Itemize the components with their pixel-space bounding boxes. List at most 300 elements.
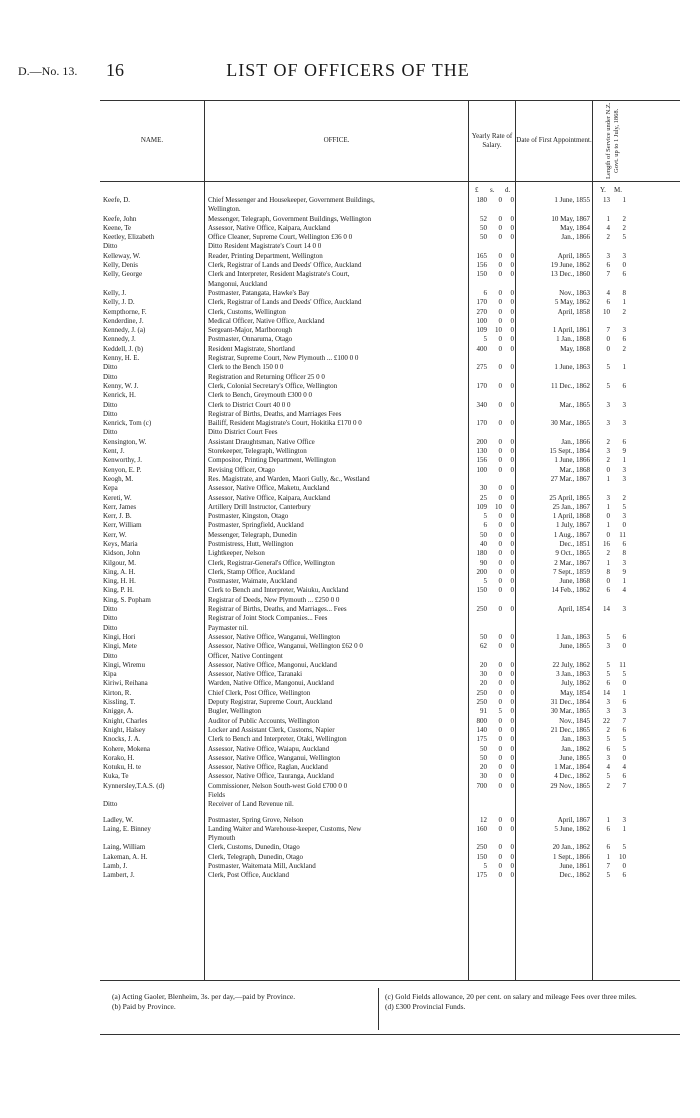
salary-pence: 0 bbox=[510, 223, 514, 232]
table-row bbox=[100, 689, 680, 698]
table-row bbox=[100, 698, 680, 707]
salary-pounds: 50 bbox=[480, 632, 487, 641]
salary-pence: 0 bbox=[510, 400, 514, 409]
appointment-date: Jan., 1866 bbox=[561, 233, 590, 242]
officer-name: Knight, Charles bbox=[103, 716, 148, 725]
officer-name: Kerr, J. B. bbox=[103, 512, 132, 521]
service-months: 11 bbox=[619, 530, 626, 539]
table-row bbox=[100, 834, 680, 843]
table-row bbox=[100, 531, 680, 540]
office-text: Locker and Assistant Clerk, Customs, Napier bbox=[208, 725, 335, 734]
salary-shillings: 0 bbox=[498, 871, 502, 880]
footnote-b: (b) Paid by Province. bbox=[112, 1002, 176, 1011]
office-text: Warden, Native Office, Mangonui, Auckland bbox=[208, 679, 334, 688]
office-text: Landing Waiter and Warehouse-keeper, Customs, New bbox=[208, 824, 362, 833]
salary-pounds: 5 bbox=[483, 335, 487, 344]
salary-pence: 0 bbox=[510, 363, 514, 372]
service-months: 5 bbox=[622, 233, 626, 242]
service-years: 2 bbox=[606, 725, 610, 734]
service-months: 0 bbox=[622, 642, 626, 651]
officer-name: Knight, Halsey bbox=[103, 725, 146, 734]
service-years: 0 bbox=[606, 512, 610, 521]
salary-pence: 0 bbox=[510, 214, 514, 223]
salary-pence: 0 bbox=[510, 549, 514, 558]
salary-pounds: 180 bbox=[476, 196, 487, 204]
office-text: Bugler, Wellington bbox=[208, 707, 262, 716]
table-row bbox=[100, 745, 680, 754]
table-row bbox=[100, 726, 680, 735]
service-months: 2 bbox=[622, 344, 626, 353]
appointment-date: 1 April, 1868 bbox=[552, 512, 590, 521]
service-years: 4 bbox=[606, 288, 610, 297]
service-months: 3 bbox=[622, 605, 626, 614]
salary-pence: 0 bbox=[510, 558, 514, 567]
service-months: 4 bbox=[622, 763, 626, 772]
salary-pounds: 90 bbox=[480, 558, 487, 567]
office-text: Commissioner, Nelson South-west Gold £700 0 0 bbox=[208, 781, 348, 790]
table-row bbox=[100, 503, 680, 512]
salary-pence: 0 bbox=[510, 502, 514, 511]
salary-shillings: 0 bbox=[498, 316, 502, 325]
service-months: 0 bbox=[622, 261, 626, 270]
office-text: Assessor, Native Office, Wanganui, Wellington bbox=[208, 753, 341, 762]
service-months: 6 bbox=[622, 871, 626, 880]
service-months: 3 bbox=[622, 474, 626, 483]
service-years: 14 bbox=[603, 605, 610, 614]
service-months: 1 bbox=[622, 196, 626, 204]
salary-pounds: 150 bbox=[476, 270, 487, 279]
officer-name: Kelly, J. bbox=[103, 288, 127, 297]
office-text: Compositor, Printing Department, Wellington bbox=[208, 456, 336, 465]
service-years: 3 bbox=[606, 707, 610, 716]
salary-shillings: 0 bbox=[498, 512, 502, 521]
salary-shillings: 0 bbox=[498, 251, 502, 260]
service-years: 2 bbox=[606, 456, 610, 465]
salary-pounds: 30 bbox=[480, 670, 487, 679]
officer-name: Lamb, J. bbox=[103, 862, 128, 871]
table-row bbox=[100, 252, 680, 261]
table-row bbox=[100, 317, 680, 326]
salary-pence: 0 bbox=[510, 447, 514, 456]
officer-name: Kenderdine, J. bbox=[103, 316, 144, 325]
footnotes-left bbox=[112, 992, 362, 1012]
table-row bbox=[100, 475, 680, 484]
salary-shillings: 0 bbox=[498, 862, 502, 871]
service-months: 1 bbox=[622, 456, 626, 465]
salary-shillings: 0 bbox=[498, 437, 502, 446]
officer-name: Ditto bbox=[103, 605, 118, 614]
service-years: 1 bbox=[606, 558, 610, 567]
salary-shillings: 0 bbox=[498, 558, 502, 567]
officer-name: Kidson, John bbox=[103, 549, 140, 558]
salary-pence: 0 bbox=[510, 605, 514, 614]
officer-name: Kynnersley,T.A.S. (d) bbox=[103, 781, 165, 790]
salary-pence: 0 bbox=[510, 344, 514, 353]
appointment-date: 14 Feb., 1862 bbox=[551, 586, 590, 595]
officer-name: Ditto bbox=[103, 651, 118, 660]
salary-pence: 0 bbox=[510, 316, 514, 325]
office-text: Postmaster, Kingston, Otago bbox=[208, 512, 289, 521]
officer-name: Lakeman, A. H. bbox=[103, 852, 148, 861]
table-row bbox=[100, 456, 680, 465]
officer-name: Kempthorne, F. bbox=[103, 307, 147, 316]
office-text: Revising Officer, Otago bbox=[208, 465, 276, 474]
appointment-date: April, 1854 bbox=[557, 605, 590, 614]
salary-shillings: 0 bbox=[498, 642, 502, 651]
service-years: 5 bbox=[606, 772, 610, 781]
shillings-unit: s. bbox=[490, 186, 495, 194]
table-row bbox=[100, 754, 680, 763]
table-row bbox=[100, 614, 680, 623]
table-row bbox=[100, 335, 680, 344]
salary-shillings: 0 bbox=[498, 363, 502, 372]
office-text: Reader, Printing Department, Wellington bbox=[208, 251, 323, 260]
salary-shillings: 0 bbox=[498, 521, 502, 530]
office-text: Assessor, Native Office, Wanganui, Wellington £62 0 0 bbox=[208, 642, 363, 651]
salary-pence: 0 bbox=[510, 261, 514, 270]
table-row bbox=[100, 586, 680, 595]
service-months: 6 bbox=[622, 539, 626, 548]
salary-pounds: 20 bbox=[480, 679, 487, 688]
service-months: 3 bbox=[622, 400, 626, 409]
salary-shillings: 0 bbox=[498, 335, 502, 344]
salary-shillings: 0 bbox=[498, 493, 502, 502]
table-row bbox=[100, 242, 680, 251]
officer-name: Kent, J. bbox=[103, 447, 125, 456]
salary-pounds: 12 bbox=[480, 815, 487, 824]
office-text: Clerk to Bench, Greymouth £300 0 0 bbox=[208, 391, 313, 400]
salary-pence: 0 bbox=[510, 772, 514, 781]
service-months: 1 bbox=[622, 688, 626, 697]
appointment-date: 1 Jan., 1868 bbox=[556, 335, 590, 344]
salary-pence: 0 bbox=[510, 815, 514, 824]
name-column-header: NAME. bbox=[100, 101, 205, 181]
salary-pounds: 250 bbox=[476, 698, 487, 707]
office-text: Clerk, Registrar-General's Office, Wellington bbox=[208, 558, 335, 567]
salary-shillings: 0 bbox=[498, 214, 502, 223]
office-text: Chief Messenger and Housekeeper, Government Buildings, bbox=[208, 196, 375, 204]
officer-name: Kerr, James bbox=[103, 502, 137, 511]
officer-name: Kingi, Wiremu bbox=[103, 660, 145, 669]
service-years: 0 bbox=[606, 465, 610, 474]
table-row bbox=[100, 289, 680, 298]
office-text: Registration and Returning Officer 25 0 0 bbox=[208, 372, 325, 381]
service-years: 6 bbox=[606, 744, 610, 753]
salary-pounds: 150 bbox=[476, 586, 487, 595]
salary-pounds: 109 bbox=[476, 326, 487, 335]
office-text: Storekeeper, Telegraph, Wellington bbox=[208, 447, 307, 456]
salary-shillings: 0 bbox=[498, 465, 502, 474]
appointment-date: April, 1858 bbox=[557, 307, 590, 316]
officer-name: Kingi, Hori bbox=[103, 632, 136, 641]
salary-pounds: 100 bbox=[476, 316, 487, 325]
appointment-date: May, 1868 bbox=[560, 344, 590, 353]
salary-shillings: 0 bbox=[498, 484, 502, 493]
salary-pence: 0 bbox=[510, 233, 514, 242]
salary-shillings: 0 bbox=[498, 843, 502, 852]
table-row bbox=[100, 345, 680, 354]
office-text: Assessor, Native Office, Waiapu, Auckland bbox=[208, 744, 330, 753]
office-text: Clerk, Registrar of Lands and Deeds' Office, Auckland bbox=[208, 261, 362, 270]
table-row bbox=[100, 652, 680, 661]
salary-pounds: 170 bbox=[476, 419, 487, 428]
table-row bbox=[100, 763, 680, 772]
salary-pounds: 50 bbox=[480, 753, 487, 762]
service-years: 3 bbox=[606, 400, 610, 409]
officer-name: Kohere, Mokena bbox=[103, 744, 151, 753]
table-row bbox=[100, 577, 680, 586]
service-months: 3 bbox=[622, 707, 626, 716]
service-months: 8 bbox=[622, 549, 626, 558]
office-text: Assessor, Native Office, Raglan, Auckland bbox=[208, 763, 328, 772]
officer-name: Korako, H. bbox=[103, 753, 135, 762]
officer-name: Knigge, A. bbox=[103, 707, 134, 716]
officer-name: Kenrick, Tom (c) bbox=[103, 419, 152, 428]
salary-pence: 0 bbox=[510, 419, 514, 428]
officer-name: Ladley, W. bbox=[103, 815, 134, 824]
officer-name: Kenyon, E. P. bbox=[103, 465, 142, 474]
appointment-date: 30 Mar., 1865 bbox=[550, 419, 590, 428]
appointment-date: 1 Jan., 1863 bbox=[556, 632, 590, 641]
salary-pounds: 156 bbox=[476, 261, 487, 270]
salary-shillings: 0 bbox=[498, 852, 502, 861]
officer-name: Kepa bbox=[103, 484, 118, 493]
appointment-date: Mar., 1868 bbox=[559, 465, 590, 474]
salary-shillings: 0 bbox=[498, 288, 502, 297]
office-text: Lightkeeper, Nelson bbox=[208, 549, 265, 558]
officer-name: Keogh, M. bbox=[103, 474, 134, 483]
service-months: 2 bbox=[622, 493, 626, 502]
salary-pence: 0 bbox=[510, 744, 514, 753]
pounds-unit: £ bbox=[475, 186, 479, 194]
salary-pounds: 109 bbox=[476, 502, 487, 511]
salary-pence: 0 bbox=[510, 530, 514, 539]
officer-name: Ditto bbox=[103, 409, 118, 418]
office-text: Assessor, Native Office, Kaipara, Auckland bbox=[208, 493, 331, 502]
salary-pence: 0 bbox=[510, 679, 514, 688]
table-row bbox=[100, 559, 680, 568]
service-years: 1 bbox=[606, 474, 610, 483]
table-row bbox=[100, 568, 680, 577]
table-row bbox=[100, 843, 680, 852]
office-text: Wellington. bbox=[208, 205, 241, 214]
appointment-date: 15 Sept., 1864 bbox=[549, 447, 590, 456]
office-text: Assessor, Native Office, Taranaki bbox=[208, 670, 303, 679]
office-text: Res. Magistrate, and Warden, Maori Gully, &c., Westland bbox=[208, 474, 370, 483]
officer-name: Kirton, R. bbox=[103, 688, 132, 697]
service-months: 3 bbox=[622, 815, 626, 824]
table-row bbox=[100, 540, 680, 549]
service-years: 5 bbox=[606, 735, 610, 744]
office-text: Fields bbox=[208, 791, 226, 799]
service-months: 6 bbox=[622, 381, 626, 390]
service-years: 3 bbox=[606, 698, 610, 707]
service-years: 6 bbox=[606, 298, 610, 307]
appointment-date: 1 Aug., 1867 bbox=[553, 530, 590, 539]
table-row bbox=[100, 782, 680, 791]
office-text: Clerk, Post Office, Auckland bbox=[208, 871, 289, 880]
appointment-date: May, 1864 bbox=[560, 223, 590, 232]
table-row bbox=[100, 596, 680, 605]
salary-pence: 0 bbox=[510, 437, 514, 446]
service-years: 6 bbox=[606, 261, 610, 270]
salary-pence: 0 bbox=[510, 735, 514, 744]
office-text: Clerk, Telegraph, Dunedin, Otago bbox=[208, 852, 304, 861]
officer-name: Kennedy, J. bbox=[103, 335, 136, 344]
officer-name: Kennedy, J. (a) bbox=[103, 326, 146, 335]
table-row bbox=[100, 215, 680, 224]
salary-pence: 0 bbox=[510, 326, 514, 335]
salary-shillings: 0 bbox=[498, 716, 502, 725]
office-text: Assessor, Native Office, Mangonui, Auckland bbox=[208, 660, 337, 669]
officer-name: Kingi, Mete bbox=[103, 642, 137, 651]
office-text: Postmistress, Hutt, Wellington bbox=[208, 539, 294, 548]
salary-pounds: 25 bbox=[480, 493, 487, 502]
office-text: Assessor, Native Office, Maketu, Auckland bbox=[208, 484, 330, 493]
salary-pounds: 30 bbox=[480, 484, 487, 493]
service-years: 6 bbox=[606, 586, 610, 595]
table-row bbox=[100, 512, 680, 521]
salary-pounds: 91 bbox=[480, 707, 487, 716]
service-months: 6 bbox=[622, 632, 626, 641]
service-months: 2 bbox=[622, 307, 626, 316]
salary-pounds: 50 bbox=[480, 223, 487, 232]
service-months: 9 bbox=[622, 567, 626, 576]
table-row bbox=[100, 196, 680, 205]
service-months: 4 bbox=[622, 586, 626, 595]
salary-pounds: 800 bbox=[476, 716, 487, 725]
appointment-date: 5 May, 1862 bbox=[554, 298, 590, 307]
service-years: 8 bbox=[606, 567, 610, 576]
table-row bbox=[100, 438, 680, 447]
service-months: 9 bbox=[622, 447, 626, 456]
appointment-date: 1 June, 1863 bbox=[554, 363, 590, 372]
office-text: Sergeant-Major, Marlborough bbox=[208, 326, 292, 335]
service-years: 16 bbox=[603, 539, 610, 548]
office-text: Bailiff, Resident Magistrate's Court, Hokitika £170 0 0 bbox=[208, 419, 362, 428]
appointment-date: June, 1868 bbox=[559, 577, 590, 586]
column-headers bbox=[100, 101, 680, 182]
salary-shillings: 0 bbox=[498, 781, 502, 790]
salary-pounds: 200 bbox=[476, 437, 487, 446]
service-months: 6 bbox=[622, 335, 626, 344]
table-row bbox=[100, 308, 680, 317]
table-row bbox=[100, 670, 680, 679]
service-years: 6 bbox=[606, 843, 610, 852]
service-years: 4 bbox=[606, 763, 610, 772]
table-row bbox=[100, 298, 680, 307]
months-unit: M. bbox=[614, 186, 622, 194]
service-years: 3 bbox=[606, 493, 610, 502]
officer-name: Lambert, J. bbox=[103, 871, 135, 880]
office-text: Postmaster, Spring Grove, Nelson bbox=[208, 815, 304, 824]
officer-name: Kelleway, W. bbox=[103, 251, 141, 260]
office-text: Artillery Drill Instructor, Canterbury bbox=[208, 502, 311, 511]
salary-pence: 0 bbox=[510, 335, 514, 344]
salary-shillings: 0 bbox=[498, 632, 502, 641]
salary-pence: 0 bbox=[510, 288, 514, 297]
service-months: 1 bbox=[622, 363, 626, 372]
salary-shillings: 0 bbox=[498, 233, 502, 242]
officer-name: Keefe, D. bbox=[103, 196, 131, 204]
service-years: 1 bbox=[606, 502, 610, 511]
service-months: 0 bbox=[622, 679, 626, 688]
salary-pounds: 200 bbox=[476, 567, 487, 576]
service-months: 3 bbox=[622, 419, 626, 428]
salary-pounds: 165 bbox=[476, 251, 487, 260]
office-text: Clerk to the Bench 150 0 0 bbox=[208, 363, 284, 372]
service-years: 7 bbox=[606, 326, 610, 335]
service-years: 1 bbox=[606, 214, 610, 223]
officer-name: Kenny, W. J. bbox=[103, 381, 139, 390]
service-years: 2 bbox=[606, 233, 610, 242]
salary-pence: 0 bbox=[510, 843, 514, 852]
office-text: Registrar of Births, Deaths, and Marriages Fees bbox=[208, 409, 342, 418]
salary-pence: 0 bbox=[510, 753, 514, 762]
appointment-date: Mar., 1865 bbox=[559, 400, 590, 409]
table-row bbox=[100, 224, 680, 233]
service-years: 3 bbox=[606, 753, 610, 762]
salary-shillings: 0 bbox=[498, 549, 502, 558]
table-row bbox=[100, 419, 680, 428]
salary-pounds: 52 bbox=[480, 214, 487, 223]
salary-pounds: 50 bbox=[480, 530, 487, 539]
salary-pence: 0 bbox=[510, 512, 514, 521]
salary-pounds: 62 bbox=[480, 642, 487, 651]
salary-pence: 0 bbox=[510, 521, 514, 530]
salary-pence: 0 bbox=[510, 298, 514, 307]
office-text: Resident Magistrate, Shortland bbox=[208, 344, 295, 353]
office-text: Assistant Draughtsman, Native Office bbox=[208, 437, 315, 446]
salary-pounds: 140 bbox=[476, 725, 487, 734]
service-months: 6 bbox=[622, 725, 626, 734]
service-months: 7 bbox=[622, 781, 626, 790]
salary-shillings: 0 bbox=[498, 688, 502, 697]
appointment-date: 21 Dec., 1865 bbox=[550, 725, 590, 734]
office-text: Clerk, Customs, Dunedin, Otago bbox=[208, 843, 300, 852]
appointment-date: Dec., 1862 bbox=[559, 871, 590, 880]
appointment-date: 13 Dec., 1860 bbox=[550, 270, 590, 279]
footnotes bbox=[100, 986, 680, 1035]
page-title: LIST OF OFFICERS OF THE bbox=[226, 60, 470, 80]
office-text: Registrar of Joint Stock Companies... Fees bbox=[208, 614, 328, 623]
salary-shillings: 0 bbox=[498, 456, 502, 465]
service-years: 3 bbox=[606, 642, 610, 651]
officer-name: King, P. H. bbox=[103, 586, 134, 595]
salary-pounds: 30 bbox=[480, 772, 487, 781]
officer-name: Ditto bbox=[103, 400, 118, 409]
salary-pounds: 270 bbox=[476, 307, 487, 316]
table-row bbox=[100, 624, 680, 633]
service-years: 6 bbox=[606, 679, 610, 688]
appointment-date: 20 Jan., 1862 bbox=[552, 843, 590, 852]
officer-name: Ditto bbox=[103, 428, 118, 437]
salary-shillings: 0 bbox=[498, 196, 502, 204]
table-row bbox=[100, 261, 680, 270]
appointment-date: 1 June, 1866 bbox=[554, 456, 590, 465]
service-months: 5 bbox=[622, 843, 626, 852]
salary-shillings: 0 bbox=[498, 698, 502, 707]
table-row bbox=[100, 853, 680, 862]
service-years: 2 bbox=[606, 781, 610, 790]
salary-pounds: 175 bbox=[476, 735, 487, 744]
table-body bbox=[100, 182, 680, 980]
salary-shillings: 0 bbox=[498, 824, 502, 833]
appointment-date: 3 Jan., 1863 bbox=[556, 670, 590, 679]
appointment-date: 10 May, 1867 bbox=[551, 214, 590, 223]
footnotes-right bbox=[385, 992, 675, 1012]
table-row bbox=[100, 494, 680, 503]
